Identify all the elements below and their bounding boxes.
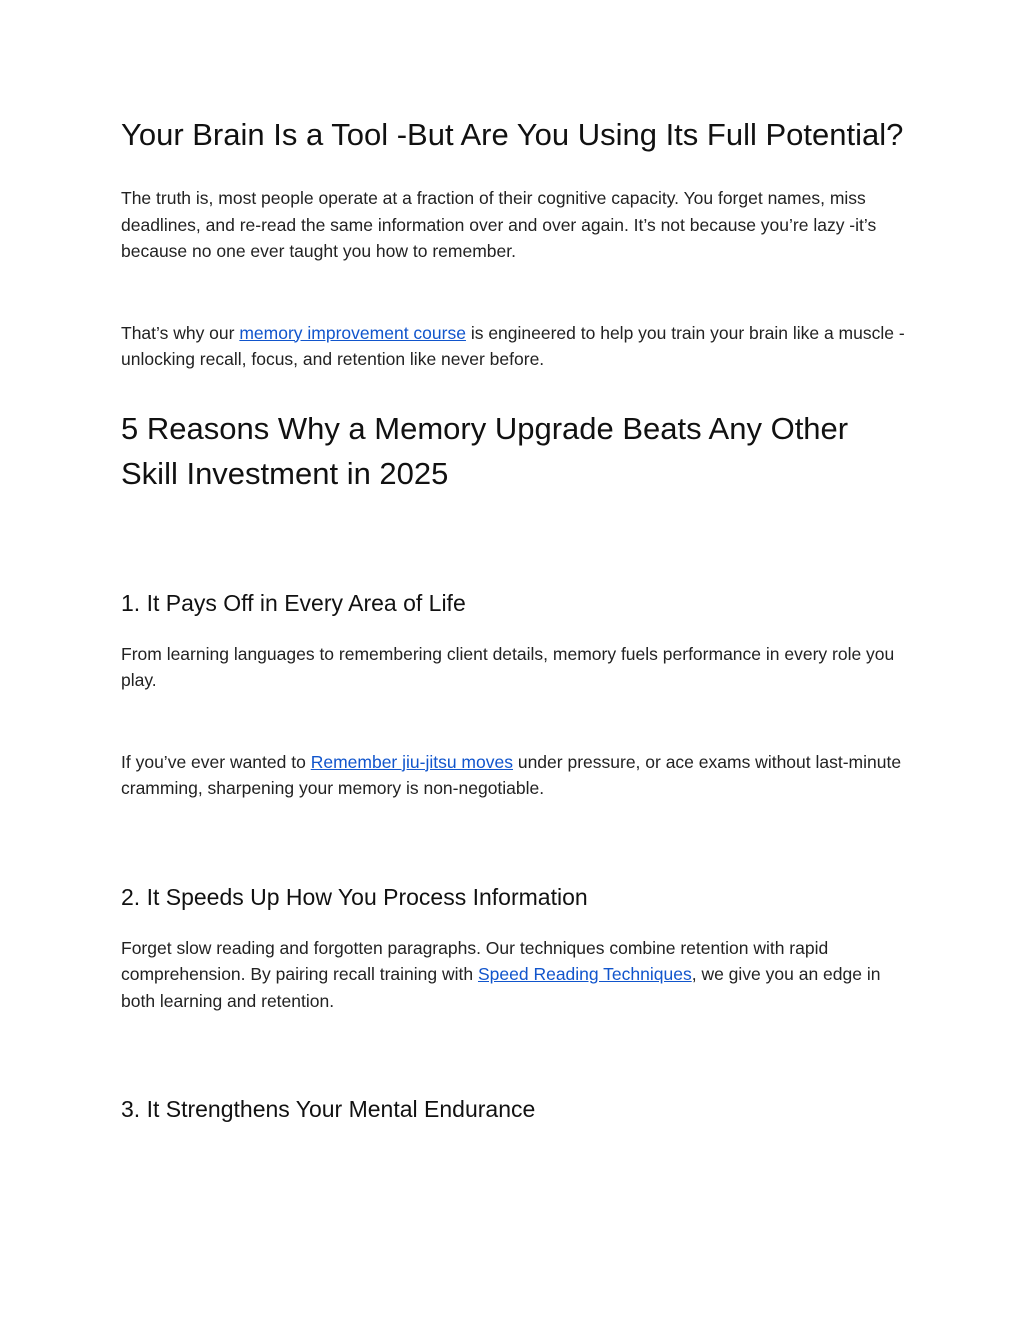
reason-1-text-before: If you’ve ever wanted to [121, 751, 311, 772]
reason-3-heading: 3. It Strengthens Your Mental Endurance [121, 1096, 536, 1122]
reason-2-text-before: Forget slow reading and forgotten paragraphs. Our techniques combine retention with rapid comprehension. By pairing recall training with [121, 937, 829, 984]
reason-1-text-after: under pressure, or ace exams without last-minute cramming, sharpening your memory is non-negotiable. [121, 751, 902, 798]
reason-2-heading: 2. It Speeds Up How You Process Information [121, 883, 588, 910]
reason-2-paragraph [121, 935, 911, 1015]
reason-2-text-after: , we give you an edge in both learning and retention. [121, 964, 881, 1011]
course-paragraph [121, 320, 911, 373]
memory-improvement-course-link[interactable]: memory improvement course [239, 322, 466, 343]
reason-1-paragraph-2 [121, 749, 911, 802]
intro-paragraph: The truth is, most people operate at a fraction of their cognitive capacity. You forget names, miss deadlines, and re-read the same information over and over again. It’s not because you’re lazy -it’s because no one ever taught you how to remember. [121, 188, 877, 261]
page-title: Your Brain Is a Tool -But Are You Using Its Full Potential? [121, 117, 904, 152]
speed-reading-techniques-link[interactable]: Speed Reading Techniques [477, 964, 692, 984]
course-paragraph-text-after: is engineered to help you train your brain like a muscle -unlocking recall, focus, and retention like never before. [121, 322, 905, 369]
course-paragraph-text-before: That’s why our [121, 322, 240, 343]
section-title: 5 Reasons Why a Memory Upgrade Beats Any Other Skill Investment in 2025 [121, 410, 849, 491]
reason-1-paragraph: From learning languages to remembering client details, memory fuels performance in every role you play. [121, 643, 895, 690]
remember-jiu-jitsu-moves-link[interactable]: Remember jiu-jitsu moves [310, 751, 513, 772]
reason-1-heading: 1. It Pays Off in Every Area of Life [121, 589, 466, 616]
article-body [121, 112, 911, 1124]
